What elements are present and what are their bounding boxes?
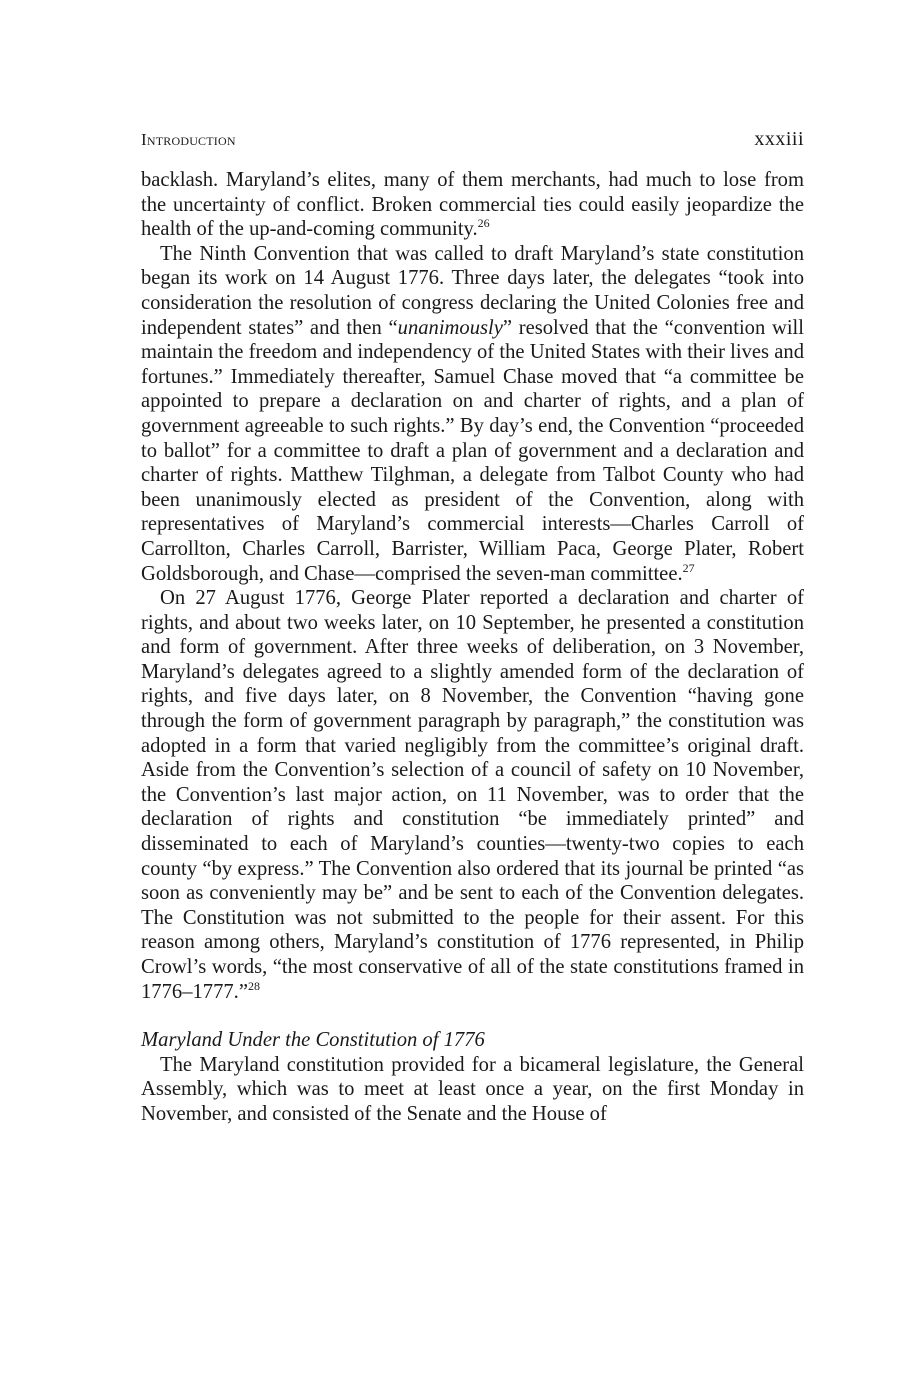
running-head — [141, 128, 804, 158]
paragraph-text: On 27 August 1776, George Plater reported a declaration and charter of rights, and about two weeks later, on 10 September, he presented a constitution and form of government. After three weeks of deliberation, on 3 November, Maryland’s delegates agreed to a slightly amended form of the declaration of rights, and five days later, on 8 November, the Convention “having gone through the form of government paragraph by paragraph,” the constitution was adopted in a form that varied negligibly from the committee’s original draft. Aside from the Convention’s selection of a council of safety on 10 November, the Convention’s last major action, on 11 November, was to order that the declaration of rights and constitution “be immediately printed” and disseminated to each of Maryland’s counties—twenty-two copies to each county “by express.” The Convention also ordered that its journal be printed “as soon as conveniently may be” and be sent to each of the Convention delegates. The Constitution was not submitted to the people for their assent. For this reason among others, Maryland’s constitution of 1776 represented, in Philip Crowl’s words, “the most conservative of all of the state constitutions framed in 1776–1777.” — [141, 587, 804, 1003]
emphasis-text: unanimously — [397, 316, 503, 339]
footnote-marker: 28 — [247, 978, 260, 993]
section-subheading: Maryland Under the Constitution of 1776 — [141, 1029, 485, 1052]
page-number: xxxiii — [754, 128, 804, 150]
paragraph-text: The Ninth Convention that was called to draft Maryland’s state constitution began its work on 14 August 1776. Three days later, the delegates “took into consideration the resolution of congress declaring the United Colonies free and independent states” and then “ — [141, 242, 804, 339]
footnote-marker: 27 — [682, 560, 695, 575]
paragraph-bicameral: The Maryland constitution provided for a bicameral legislature, the General Assembly, which was to meet at least once a year, on the first Monday in November, and consisted of the Senate and the House of — [141, 1053, 804, 1125]
paragraph-plater-report — [141, 586, 804, 1004]
paragraph-continued — [141, 168, 804, 242]
paragraph-ninth-convention — [141, 242, 804, 586]
body-text — [141, 168, 804, 1127]
footnote-marker: 26 — [477, 216, 490, 231]
book-page — [141, 128, 804, 1127]
paragraph-text: backlash. Maryland’s elites, many of them merchants, had much to lose from the uncertainty of conflict. Broken commercial ties could easily jeopardize the health of the up-and-coming community. — [141, 169, 804, 241]
paragraph-text: ” resolved that the “convention will maintain the freedom and independency of the United States with their lives and fortunes.” Immediately thereafter, Samuel Chase moved that “a committee be appointed to prepare a declaration on and charter of rights, and a plan of government agreeable to such rights.” By day’s end, the Convention “proceeded to ballot” for a committee to draft a plan of government and a declaration and charter of rights. Matthew Tilghman, a delegate from Talbot County who had been unanimously elected as president of the Convention, along with representatives of Maryland’s commercial interests—Charles Carroll of Carrollton, Charles Carroll, Barrister, William Paca, George Plater, Robert Goldsborough, and Chase—comprised the seven-man committee. — [141, 316, 804, 585]
running-head-title: Introduction — [141, 130, 236, 149]
